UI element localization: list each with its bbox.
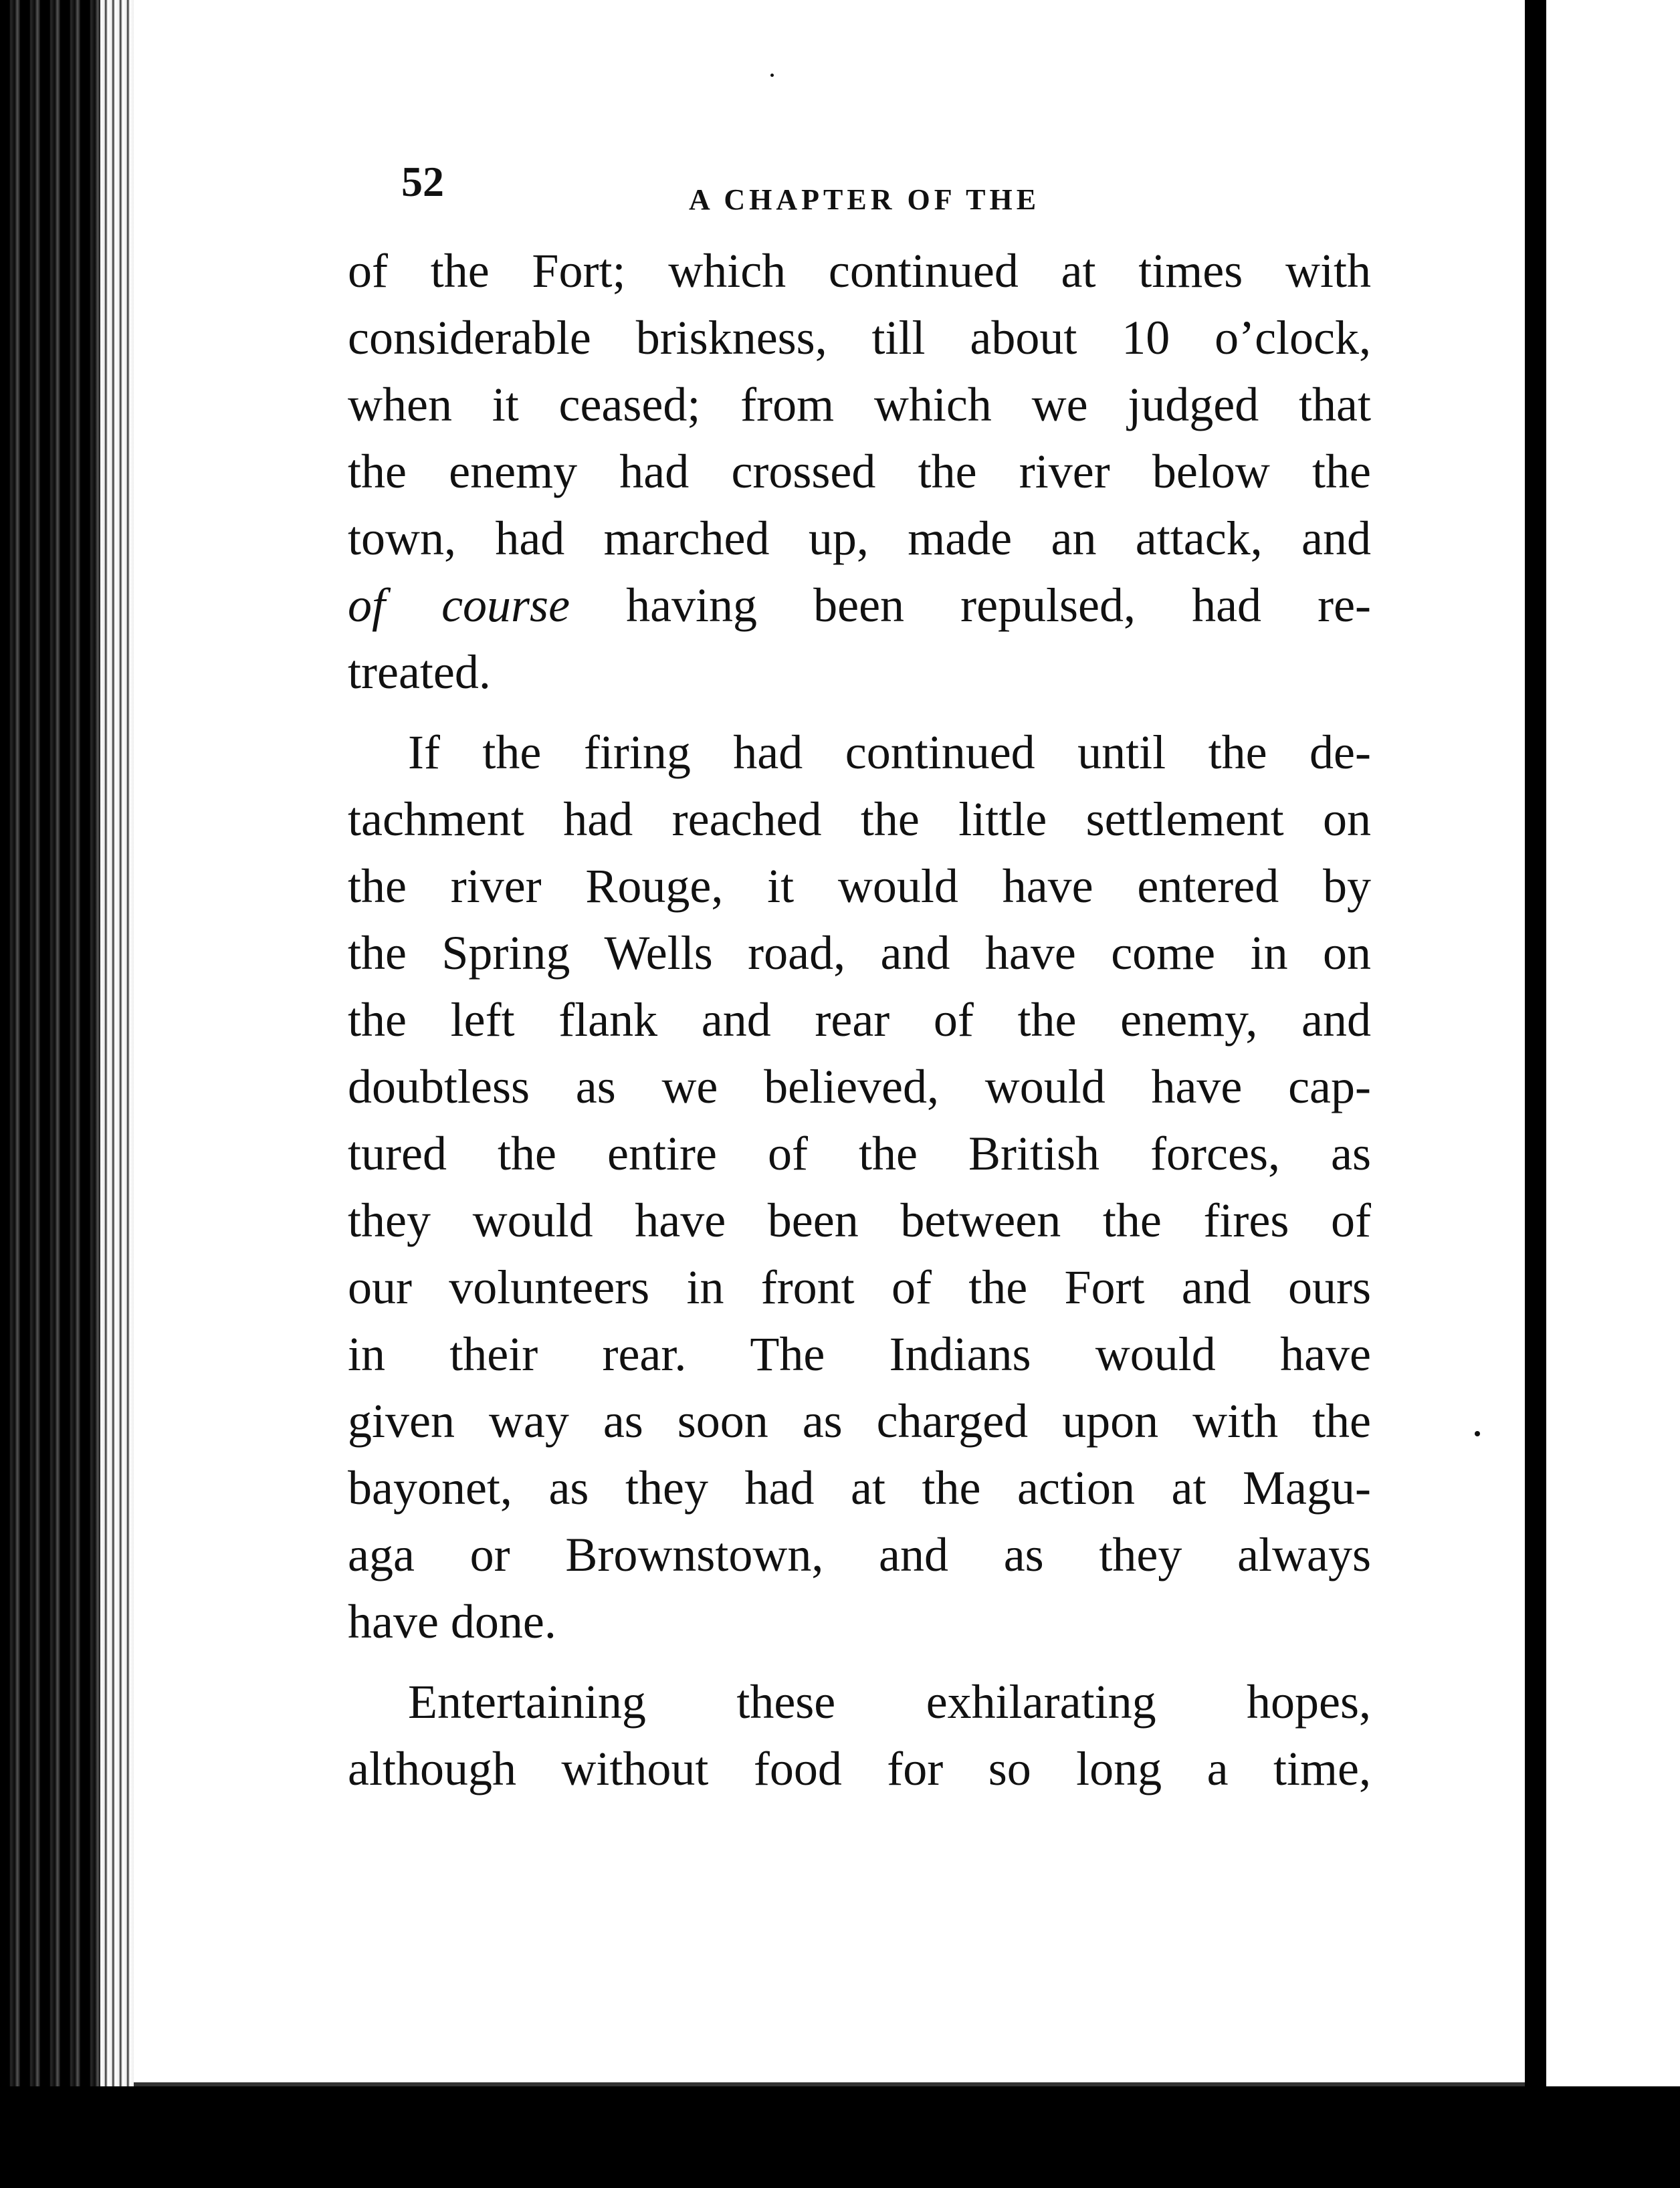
page-gutter (1525, 0, 1546, 2106)
text-line: when it ceased; from which we judged that (348, 378, 1371, 431)
text-line: tachment had reached the little settlement on (348, 792, 1371, 846)
paragraph (348, 1668, 1371, 1802)
text-line: tured the entire of the British forces, as (348, 1127, 1371, 1180)
scan-speck (770, 74, 774, 77)
text-line: our volunteers in front of the Fort and ours (348, 1261, 1371, 1314)
text-line: the left flank and rear of the enemy, and (348, 993, 1371, 1047)
text-line: doubtless as we believed, would have cap- (348, 1060, 1371, 1113)
text-line: treated. (348, 645, 491, 699)
scan-speck (1475, 1431, 1480, 1436)
text-line: they would have been between the fires of (348, 1194, 1371, 1247)
text-line: of the Fort; which continued at times with (348, 244, 1371, 298)
facing-page-edge (1546, 0, 1680, 2106)
body-text (348, 237, 1371, 1802)
text-line: the enemy had crossed the river below the (348, 445, 1371, 498)
text-line: town, had marched up, made an attack, and (348, 512, 1371, 565)
italic-phrase: of course (348, 578, 570, 632)
text-line: given way as soon as charged upon with the (348, 1394, 1371, 1448)
text-line: aga or Brownstown, and as they always (348, 1528, 1371, 1581)
paragraph (348, 237, 1371, 705)
text-line: considerable briskness, till about 10 o’clock, (348, 311, 1371, 364)
text-line: If the firing had continued until the de- (408, 726, 1371, 779)
text-line: in their rear. The Indians would have (348, 1327, 1371, 1381)
paragraph (348, 719, 1371, 1655)
page-number: 52 (401, 158, 444, 205)
text-line-italic-start (348, 572, 1371, 639)
running-title: A CHAPTER OF THE (689, 183, 1041, 216)
text-line: have done. (348, 1595, 556, 1648)
running-head (401, 150, 1525, 224)
text-line: the river Rouge, it would have entered by (348, 859, 1371, 913)
text-line: the Spring Wells road, and have come in on (348, 926, 1371, 980)
scan-background (0, 2086, 1680, 2188)
book-binding (0, 0, 107, 2188)
text-line-rest: having been repulsed, had re- (626, 578, 1371, 632)
text-line: Entertaining these exhilarating hopes, (408, 1675, 1371, 1729)
text-line: although without food for so long a time, (348, 1742, 1371, 1795)
text-line: bayonet, as they had at the action at Magu- (348, 1461, 1371, 1515)
